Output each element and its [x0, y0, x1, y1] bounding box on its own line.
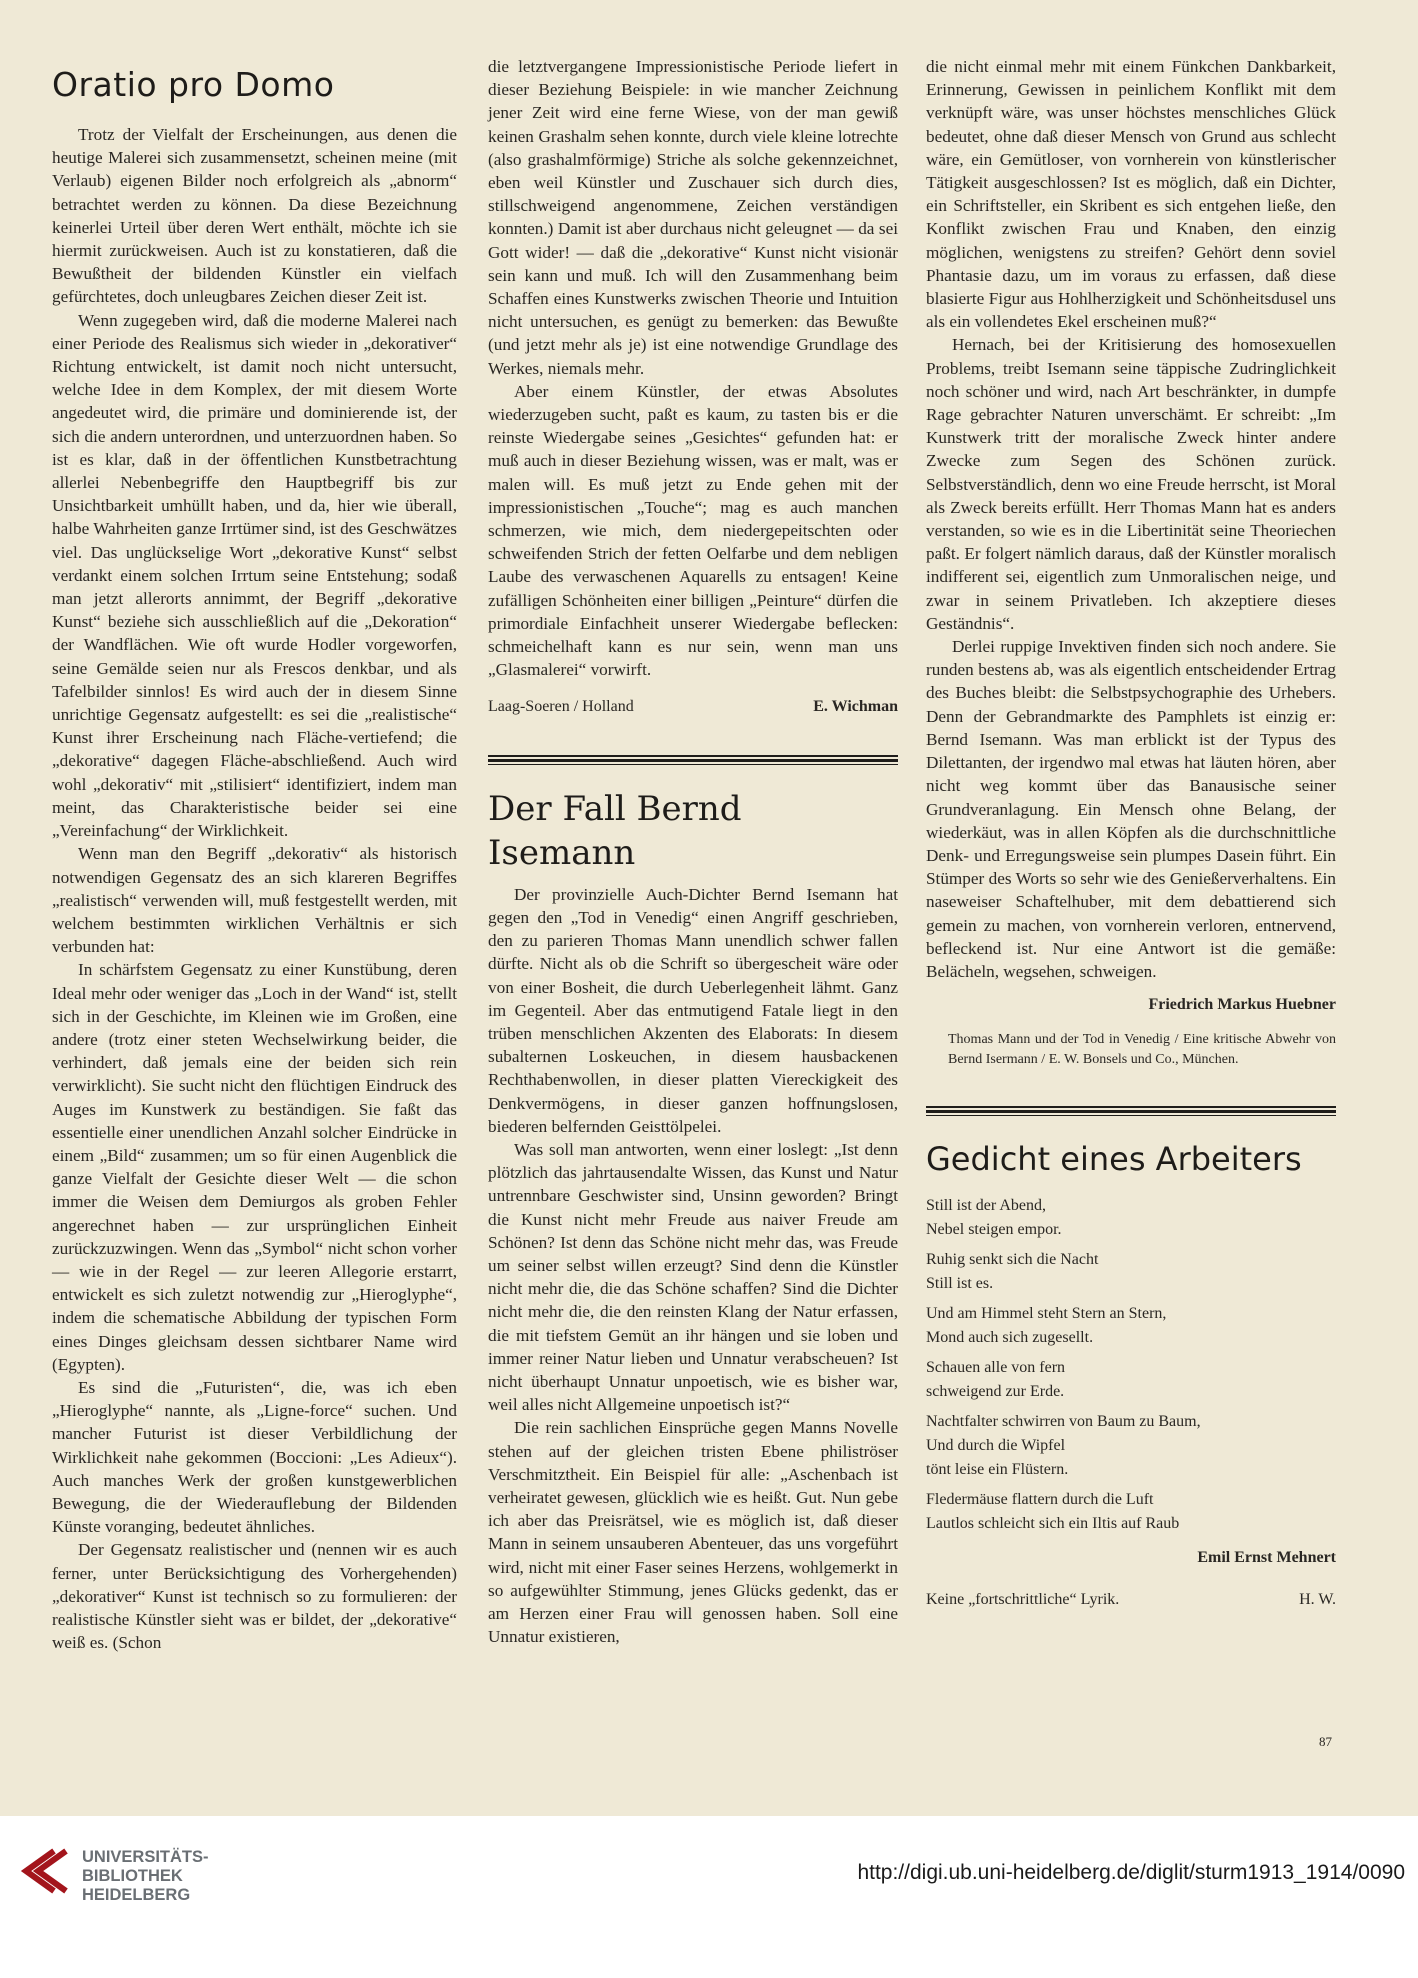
poem-line: Nachtfalter schwirren von Baum zu Baum, [926, 1413, 1201, 1431]
signature-author: E. Wichman [813, 698, 898, 716]
poem-line: tönt leise ein Flüstern. [926, 1461, 1069, 1479]
signature-place: Laag-Soeren / Holland [488, 698, 634, 716]
column-right [926, 55, 1336, 1611]
editor-note-text: Keine „fortschrittliche“ Lyrik. [926, 1590, 1120, 1608]
article-signature-author: Friedrich Markus Huebner [1148, 996, 1336, 1014]
poem-line: Still ist der Abend, [926, 1197, 1046, 1215]
poem-stanza [926, 1248, 1336, 1296]
article-signature [488, 695, 898, 718]
poem-line: Fledermäuse flattern durch die Luft [926, 1491, 1154, 1509]
poem-line: Schauen alle von fern [926, 1359, 1066, 1377]
article-title-der-fall-bernd-isemann: Der Fall Bernd Isemann [488, 788, 742, 873]
poem-stanza [926, 1488, 1336, 1536]
poem-line: Und durch die Wipfel [926, 1437, 1066, 1455]
poem [926, 1194, 1336, 1536]
paragraph: die letztvergangene Impressionistische Periode liefert in dieser Beziehung Beispiele: in wie mancher Zeichnung jener Zeit wird eine ferne Wiese, von der man gewiß keinen Grashalm sehen konnte, durch viele kleine lotrechte (also grashalmförmige) Striche als solche gekennzeichnet, eben weil Künstler und Zuschauer sich durch dies, stillschweigend angenommene, Zeichen verständigen konnten.) Damit ist aber durchaus nicht geleugnet — da sei Gott wider! — daß die „dekorative“ Kunst nicht visionär sein kann und muß. Ich will den Zusammenhang beim Schaffen eines Kunstwerks zwischen Theorie und Intuition nicht untersuchen, es genügt zu bemerken: das Bewußte (und jetzt mehr als je) ist eine notwendige Grundlage des Werkes, niemals mehr. [488, 57, 898, 378]
paragraph: Wenn man den Begriff „dekorativ“ als historisch notwendigen Gegensatz des an sich klareren Begriffes „realistisch“ verwenden will, muß festgestellt werden, mit welchem bestimmten wirklichen Verhältnis er sich verbunden hat: [52, 844, 457, 957]
poem-author: Emil Ernst Mehnert [1197, 1549, 1336, 1567]
source-url-link[interactable]: http://digi.ub.uni-heidelberg.de/diglit/sturm1913_1914/0090 [857, 1861, 1405, 1884]
poem-stanza [926, 1356, 1336, 1404]
poem-line: Nebel steigen empor. [926, 1221, 1062, 1239]
library-footer [0, 1816, 1418, 1978]
paragraph: Es sind die „Futuristen“, die, was ich eben „Hieroglyphe“ nannte, als „Ligne-force“ suchen. Und mancher Futurist ist dieser Verbildlichung der Wirklichkeit nahe gekommen (Boccioni: „Les Adieux“). Auch manches Werk der großen kunstgewerblichen Bewegung, die der Wiederauflebung der Bildenden Künste voranging, bedeutet ähnliches. [52, 1377, 457, 1537]
article-title-oratio-pro-domo: Oratio pro Domo [52, 65, 335, 104]
article-title-gedicht-eines-arbeiters: Gedicht eines Arbeiters [926, 1140, 1302, 1179]
poem-stanza [926, 1410, 1336, 1482]
paragraph: Hernach, bei der Kritisierung des homosexuellen Problems, treibt Isemann seine täppische Zudringlichkeit noch schöner und wird, nach Art beschränkter, in dumpfe Rage gebrachter Naturen unverschämt. Er schreibt: „Im Kunstwerk tritt der moralische Zweck hinter andere Zwecke zum Segen des Schönen zurück. Selbstverständlich, denn wo eine Freude herrscht, ist Moral als Zweck bereits erfüllt. Herr Thomas Mann hat es anders verstanden, so wie es in die Libertinität seine Theoriechen paßt. Er folgert nämlich daraus, daß der Künstler moralisch indifferent sei, eigentlich zum Unmoralischen neige, und zwar in seinem Privatleben. Ich akzeptiere dieses Geständnis“. [926, 335, 1336, 633]
poem-line: Und am Himmel steht Stern an Stern, [926, 1305, 1167, 1323]
poem-editor-note [926, 1588, 1336, 1611]
paragraph: Der provinzielle Auch-Dichter Bernd Isemann hat gegen den „Tod in Venedig“ einen Angriff geschrieben, den zu parieren Thomas Mann unendlich schwer fallen dürfte. Nicht als ob die Schrift so übergescheit wäre oder von einer Bosheit, die durch Ueberlegenheit lähmt. Ganz im Gegenteil. Aber das entmutigend Fatale liegt in den trüben menschlichen Akzenten des Elaborats: In diesem subalternen Loskeuchen, in diesem hausbackenen Rechthabenwollen, in dieser platten Viereckigkeit des Denkvermögens, in dieser ganzen hoffnungslosen, biederen belfernden Geisttölpelei. [488, 884, 898, 1136]
paragraph: Trotz der Vielfalt der Erscheinungen, aus denen die heutige Malerei sich zusammensetzt, scheinen meine (mit Verlaub) eigenen Bilder noch erfolgreich als „abnorm“ betrachtet werden zu können. Da diese Bezeichnung keinerlei Urteil über deren Wert enthält, möchte ich sie hiermit zurückweisen. Auch ist zu konstatieren, daß die Bewußtheit der bildenden Künstler ein vielfach gefürchtetes, doch unleugbares Zeichen dieser Zeit ist. [52, 125, 457, 307]
library-name-line: BIBLIOTHEK [82, 1867, 183, 1885]
poem-line: Still ist es. [926, 1275, 994, 1293]
poem-line: Lautlos schleicht sich ein Iltis auf Raub [926, 1515, 1180, 1533]
poem-line: schweigend zur Erde. [926, 1383, 1065, 1401]
column-left [52, 55, 457, 1654]
bibliography-note: Thomas Mann und der Tod in Venedig / Eine kritische Abwehr von Bernd Isermann / E. W. Bonsels und Co., München. [948, 1032, 1336, 1068]
editor-note-initials: H. W. [1299, 1590, 1336, 1608]
poem-stanza [926, 1194, 1336, 1242]
library-name-line: HEIDELBERG [82, 1886, 191, 1904]
paragraph: Der Gegensatz realistischer und (nennen wir es auch ferner, unter Berücksichtigung des Vorhergehenden) „dekorativer“ Kunst ist technisch so zu formulieren: der realistische Künstler sieht was er bildet, der „dekorative“ weiß es. (Schon [52, 1540, 457, 1653]
paragraph: In schärfstem Gegensatz zu einer Kunstübung, deren Ideal mehr oder weniger das „Loch in der Wand“ ist, stellt sich in der Geschichte, im Kleinen wie im Großen, eine andere (trotz einer steten Wechselwirkung beider, die verhindert, daß jemals eine der beiden sich rein verwirklicht). Sie sucht nicht den flüchtigen Eindruck des Auges im Kunstwerk zu beständigen. Sie faßt das essentielle einer unendlichen Anzahl solcher Eindrücke in einem „Bild“ zusammen; um so für einen Augenblick die ganze Vielfalt der Gesichte dieser Welt — die schon immer die Weisen dem Demiurgos als groben Fehler angerechnet haben — zur ursprünglichen Einheit zurückzuzwingen. Wenn das „Symbol“ nicht schon vorher — wie in der Regel — zur leeren Allegorie erstarrt, entwickelt es sich zuletzt notwendig zur „Hieroglyphe“, indem die schematische Abbildung der typischen Form eines Dinges gleichsam dessen sichtbarer Name wird (Egypten). [52, 960, 457, 1374]
poem-stanza [926, 1302, 1336, 1350]
column-middle [488, 55, 898, 1648]
paragraph: Aber einem Künstler, der etwas Absolutes wiederzugeben sucht, paßt es kaum, zu tasten bis er die reinste Wiedergabe seines „Gesichtes“ gefunden hat: er muß auch in dieser Beziehung wissen, was er malt, was er malen will. Es muß jetzt zu Ende gehen mit der impressionistischen „Touche“; mag es auch manchen schmerzen, wie mich, dem niedergepeitschten oder schweifenden Strich der fetten Oelfarbe und dem nebligen Laube des verwaschenen Aquarells zu entsagen! Keine zufälligen Schönheiten einer billigen „Peinture“ dürfen die primordiale Einfachheit unserer Wiedergabe beflecken: schmeichelhaft kann es nur sein, wenn man uns „Glasmalerei“ vorwirft. [488, 381, 898, 680]
page-number: 87 [1319, 1734, 1332, 1749]
paragraph: die nicht einmal mehr mit einem Fünkchen Dankbarkeit, Erinnerung, Gewissen in peinlichem Konflikt mit dem verknüpft wäre, was unser höchstes menschliches Glück bedeutet, ohne daß dieser Mensch von Grund aus schlecht wäre, ein Gemütloser, von vornherein von künstlerischer Tätigkeit ausgeschlossen? Ist es möglich, daß ein Dichter, ein Schriftsteller, ein Skribent es sich entgehen ließe, den Konflikt zwischen Frau und Knaben, den einzig möglichen, wenigstens zu streifen? Gehört denn soviel Phantasie dazu, um im voraus zu erfassen, daß diese blasierte Figur aus Hohlherzigkeit und Schönheitsdusel uns als ein vollendetes Ekel erscheinen muß?“ [926, 57, 1336, 332]
section-divider [488, 755, 898, 765]
paragraph: Die rein sachlichen Einsprüche gegen Manns Novelle stehen auf der gleichen tristen Ebene philiströser Verschmitztheit. Ein Beispiel für alle: „Aschenbach ist verheiratet gewesen, glücklich wie es heißt. Gut. Nun gebe ich aber das Preisrätsel, wie es möglich ist, daß dieser Mann in seinem unsauberen Abenteuer, das uns vorgeführt wird, nicht mit einer Faser seines Herzens, wohlgemerkt in so aufgewühlter Stimmung, jenes Glücks gedenkt, das er am Herzen einer Frau will genossen haben. Soll eine Unnatur existieren, [488, 1418, 898, 1647]
paragraph: Wenn zugegeben wird, daß die moderne Malerei nach einer Periode des Realismus sich wieder in „dekorativer“ Richtung entwickelt, ist damit noch nicht untersucht, welche Idee in dem Komplex, der mit diesem Worte angedeutet wird, die primäre und dominierende ist, der sich die andern unterordnen, und unterzuordnen haben. So ist es klar, daß in der öffentlichen Kunstbetrachtung allerlei Nebenbegriffe den Hauptbegriff bis zur Unsichtbarkeit umhüllt haben, und da, hier wie überall, halbe Wahrheiten ganze Irrtümer sind, ist des Geschwätzes viel. Das unglückselige Wort „dekorative Kunst“ selbst verdankt einem solchen Irrtum seine Entstehung; sodaß man jetzt allerorts annimmt, der Begriff „dekorative Kunst“ beziehe sich ausschließlich auf die „Dekoration“ der Wandflächen. Wie oft wurde Hodler vorgeworfen, seine Gemälde seien nur als Frescos denkbar, und als Tafelbilder sinnlos! Es wird auch der in diesem Sinne unrichtige Gegensatz aufgestellt: es sei die „realistische“ Kunst ihrer Erscheinung nach Fläche-vertiefend; die „dekorative“ dagegen Fläche-abschließend. Auch wird wohl „dekorativ“ mit „stilisiert“ identifiziert, indem man meint, das Charakteristische beider sei eine „Vereinfachung“ der Wirklichkeit. [52, 310, 457, 841]
paragraph: Was soll man antworten, wenn einer loslegt: „Ist denn plötzlich das jahrtausendalte Wissen, das Kunst und Natur untrennbare Geschwister sind, Unsinn geworden? Bringt die Kunst nicht mehr Freude aus naiver Freude am Schönen? Ist denn das Schöne nicht mehr das, was Freude um seiner selbst willen erzeugt? Sind denn die Künstler nicht mehr die, die das Schöne schaffen? Sind die Dichter nicht mehr die, die den reinsten Klang der Natur erfassen, die mit tiefstem Gemüt an ihr hängen und sie loben und immer reiner Natur lieben und Unnatur verabscheuen? Ist nicht überhaupt Unnatur unpoetisch, wie es bisher war, weil alles nicht Allgemeine unpoetisch ist?“ [488, 1139, 898, 1415]
poem-line: Ruhig senkt sich die Nacht [926, 1251, 1099, 1269]
library-logo-icon [14, 1843, 70, 1899]
library-name [82, 1848, 209, 1905]
poem-line: Mond auch sich zugesellt. [926, 1329, 1094, 1347]
section-divider [926, 1106, 1336, 1116]
library-name-line: UNIVERSITÄTS- [82, 1848, 209, 1866]
paragraph: Derlei ruppige Invektiven finden sich noch andere. Sie runden bestens ab, was als eigentlich entscheidender Ertrag des Buches bleibt: die Selbstpsychographie des Urhebers. Denn der Gebrandmarkte des Pamphlets ist einzig er: Bernd Isemann. Was man erblickt ist der Typus des Dilettanten, der irgendwo mal etwas hat läuten hören, aber nicht weg kommt über das Banausische seiner Grundveranlagung. Ein Mensch ohne Belang, der wiederkäut, was in allen Köpfen als die durchschnittliche Denk- und Erregungsweise sein plumpes Dasein führt. Ein Stümper des Worts so sehr wie des Genießerverhaltens. Ein naseweiser Schaftelhuber, mit dem debattierend sich gemein zu machen, von vornherein verloren, entnervend, befleckend ist. Nur eine Antwort ist die gemäße: Belächeln, wegsehen, schweigen. [926, 637, 1336, 981]
